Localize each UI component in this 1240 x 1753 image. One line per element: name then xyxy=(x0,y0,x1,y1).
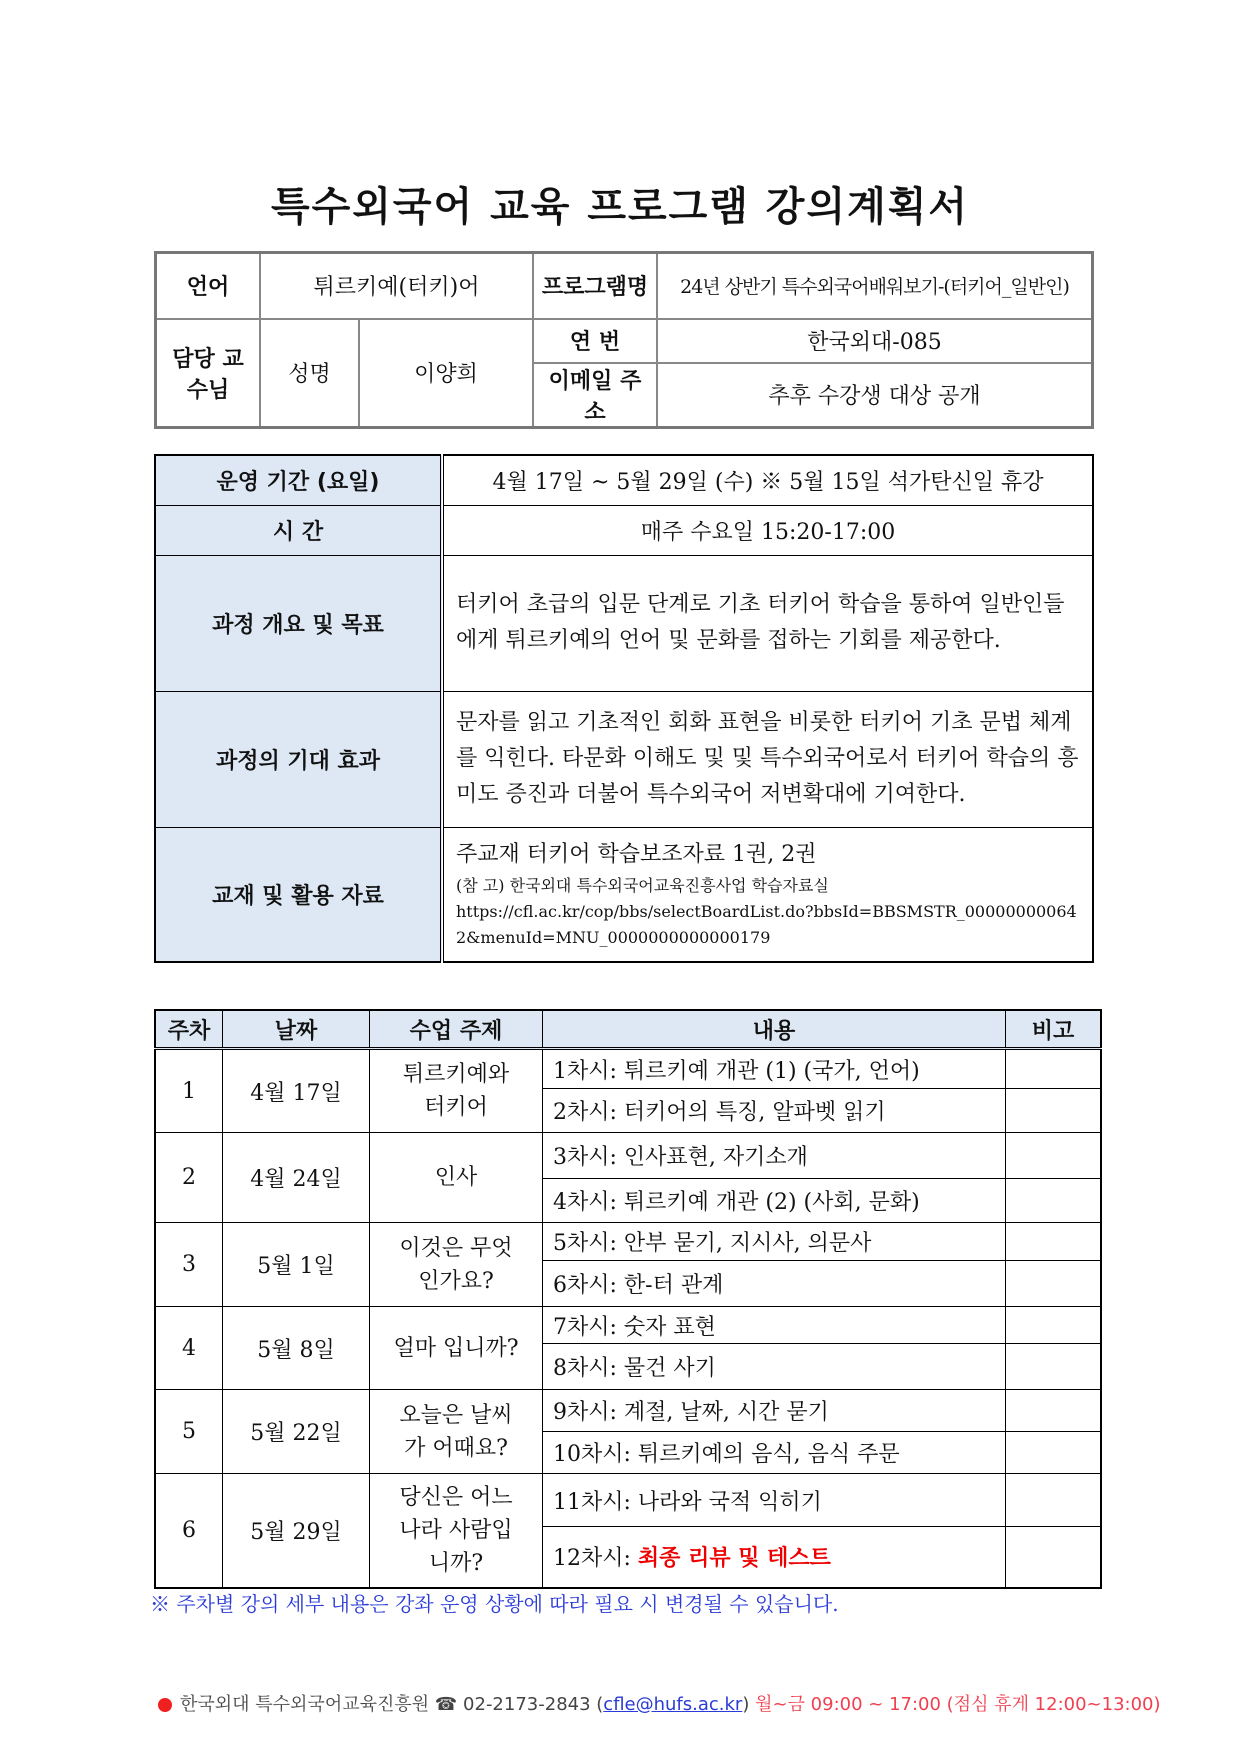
remarks-cell xyxy=(1006,1133,1102,1179)
session-text: 9차시: 계절, 날짜, 시간 묻기 xyxy=(553,1400,829,1425)
remarks-cell xyxy=(1006,1179,1102,1223)
session-text: 7차시: 숫자 표현 xyxy=(553,1314,716,1340)
remarks-cell xyxy=(1006,1261,1102,1307)
session-text: 6차시: 한-터 관계 xyxy=(553,1273,724,1298)
remarks-cell xyxy=(1006,1344,1102,1390)
serial-value: 한국외대-085 xyxy=(657,319,1093,363)
session-text: 5차시: 안부 묻기, 지시사, 의문사 xyxy=(553,1231,872,1256)
week-cell: 5 xyxy=(155,1390,223,1474)
session-text: 8차시: 물건 사기 xyxy=(553,1356,716,1381)
week-cell: 6 xyxy=(155,1474,223,1588)
course-overview-table xyxy=(154,454,1094,963)
topic-cell: 얼마 입니까? xyxy=(370,1307,543,1390)
bullet-icon xyxy=(158,1698,172,1712)
week-cell: 3 xyxy=(155,1223,223,1307)
topic-cell: 인사 xyxy=(370,1133,543,1223)
session-text: 12차시: xyxy=(553,1546,638,1572)
footer-hours: 월~금 09:00 ~ 17:00 (점심 휴게 12:00~13:00) xyxy=(755,1694,1161,1715)
header-date: 날짜 xyxy=(223,1010,370,1049)
session-cell xyxy=(543,1089,1006,1133)
session-cell xyxy=(543,1474,1006,1527)
session-cell xyxy=(543,1432,1006,1474)
language-value: 튀르키예(터키)어 xyxy=(260,253,533,319)
material-ref: (참 고) 한국외대 특수외국어교육진흥사업 학습자료실 xyxy=(456,876,829,896)
email-value: 추후 수강생 대상 공개 xyxy=(657,363,1093,428)
time-value: 매주 수요일 15:20-17:00 xyxy=(442,505,1093,555)
language-label: 언어 xyxy=(156,253,261,319)
session-cell xyxy=(543,1527,1006,1588)
schedule-row xyxy=(155,1307,1101,1344)
week-cell: 2 xyxy=(155,1133,223,1223)
remarks-cell xyxy=(1006,1307,1102,1344)
header-remarks: 비고 xyxy=(1006,1010,1102,1049)
date-cell: 5월 22일 xyxy=(223,1390,370,1474)
session-cell xyxy=(543,1390,1006,1432)
schedule-row xyxy=(155,1474,1101,1527)
date-cell: 4월 17일 xyxy=(223,1049,370,1133)
material-value xyxy=(442,827,1093,962)
schedule-row xyxy=(155,1133,1101,1179)
session-cell xyxy=(543,1179,1006,1223)
session-text: 10차시: 튀르키예의 음식, 음식 주문 xyxy=(553,1442,900,1467)
name-label: 성명 xyxy=(260,319,359,428)
header-week: 주차 xyxy=(155,1010,223,1049)
effect-label: 과정의 기대 효과 xyxy=(155,691,442,827)
schedule-row xyxy=(155,1390,1101,1432)
week-cell: 4 xyxy=(155,1307,223,1390)
course-info-table xyxy=(154,251,1094,429)
program-label: 프로그램명 xyxy=(533,253,657,319)
remarks-cell xyxy=(1006,1390,1102,1432)
remarks-cell xyxy=(1006,1223,1102,1261)
schedule-row xyxy=(155,1223,1101,1261)
period-value: 4월 17일 ~ 5월 29일 (수) ※ 5월 15일 석가탄신일 휴강 xyxy=(442,455,1093,505)
topic-cell: 당신은 어느 나라 사람입니까? xyxy=(370,1474,543,1588)
document-title: 특수외국어 교육 프로그램 강의계획서 xyxy=(270,184,970,230)
name-value: 이양희 xyxy=(359,319,533,428)
program-value: 24년 상반기 특수외국어배워보기-(터키어_일반인) xyxy=(657,253,1093,319)
schedule-row xyxy=(155,1049,1101,1089)
effect-value: 문자를 읽고 기초적인 회화 표현을 비롯한 터키어 기초 문법 체계를 익힌다. 타문화 이해도 및 및 특수외국어로서 터키어 학습의 흥미도 증진과 더불어 특수외국어 저변확대에 기여한다. xyxy=(442,691,1093,827)
session-cell xyxy=(543,1261,1006,1307)
header-topic: 수업 주제 xyxy=(370,1010,543,1049)
footer-phone: ☎ 02-2173-2843 xyxy=(434,1694,591,1715)
material-url: https://cfl.ac.kr/cop/bbs/selectBoardList.do?bbsId=BBSMSTR_000000000642&menuId=MNU_0000000000000179 xyxy=(456,902,1077,948)
topic-cell: 오늘은 날씨가 어때요? xyxy=(370,1390,543,1474)
schedule-table xyxy=(154,1009,1102,1589)
session-cell xyxy=(543,1307,1006,1344)
material-label: 교재 및 활용 자료 xyxy=(155,827,442,962)
session-text: 11차시: 나라와 국적 익히기 xyxy=(553,1489,822,1515)
serial-label: 연 번 xyxy=(533,319,657,363)
session-text: 4차시: 튀르키예 개관 (2) (사회, 문화) xyxy=(553,1190,920,1215)
topic-cell: 이것은 무엇인가요? xyxy=(370,1223,543,1307)
material-main: 주교재 터키어 학습보조자료 1권, 2권 xyxy=(456,842,817,868)
remarks-cell xyxy=(1006,1432,1102,1474)
date-cell: 4월 24일 xyxy=(223,1133,370,1223)
session-cell xyxy=(543,1344,1006,1390)
remarks-cell xyxy=(1006,1474,1102,1527)
highlight-text: 최종 리뷰 및 테스트 xyxy=(637,1545,831,1572)
email-label: 이메일 주소 xyxy=(533,363,657,428)
remarks-cell xyxy=(1006,1089,1102,1133)
session-text: 3차시: 인사표현, 자기소개 xyxy=(553,1145,808,1170)
time-label: 시 간 xyxy=(155,505,442,555)
session-text: 1차시: 튀르키예 개관 (1) (국가, 언어) xyxy=(553,1058,920,1084)
date-cell: 5월 29일 xyxy=(223,1474,370,1588)
week-cell: 1 xyxy=(155,1049,223,1133)
schedule-note: ※ 주차별 강의 세부 내용은 강좌 운영 상황에 따라 필요 시 변경될 수 있습니다. xyxy=(150,1592,839,1616)
footer-email-link[interactable]: cfle@hufs.ac.kr xyxy=(603,1694,743,1715)
topic-cell: 튀르키예와 터키어 xyxy=(370,1049,543,1133)
goal-label: 과정 개요 및 목표 xyxy=(155,555,442,691)
session-cell xyxy=(543,1223,1006,1261)
professor-label: 담당 교수님 xyxy=(156,319,261,428)
remarks-cell xyxy=(1006,1049,1102,1089)
period-label: 운영 기간 (요일) xyxy=(155,455,442,505)
date-cell: 5월 8일 xyxy=(223,1307,370,1390)
session-cell xyxy=(543,1049,1006,1089)
date-cell: 5월 1일 xyxy=(223,1223,370,1307)
footer: 한국외대 특수외국어교육진흥원 ☎ 02-2173-2843 (cfle@hufs.ac.kr) 월~금 09:00 ~ 17:00 (점심 휴게 12:00~13:00) xyxy=(158,1690,1161,1716)
footer-org: 한국외대 특수외국어교육진흥원 xyxy=(180,1694,430,1715)
goal-value: 터키어 초급의 입문 단계로 기초 터키어 학습을 통하여 일반인들에게 튀르키예의 언어 및 문화를 접하는 기회를 제공한다. xyxy=(442,555,1093,691)
header-content: 내용 xyxy=(543,1010,1006,1049)
remarks-cell xyxy=(1006,1527,1102,1588)
session-cell xyxy=(543,1133,1006,1179)
session-text: 2차시: 터키어의 특징, 알파벳 읽기 xyxy=(553,1100,886,1125)
